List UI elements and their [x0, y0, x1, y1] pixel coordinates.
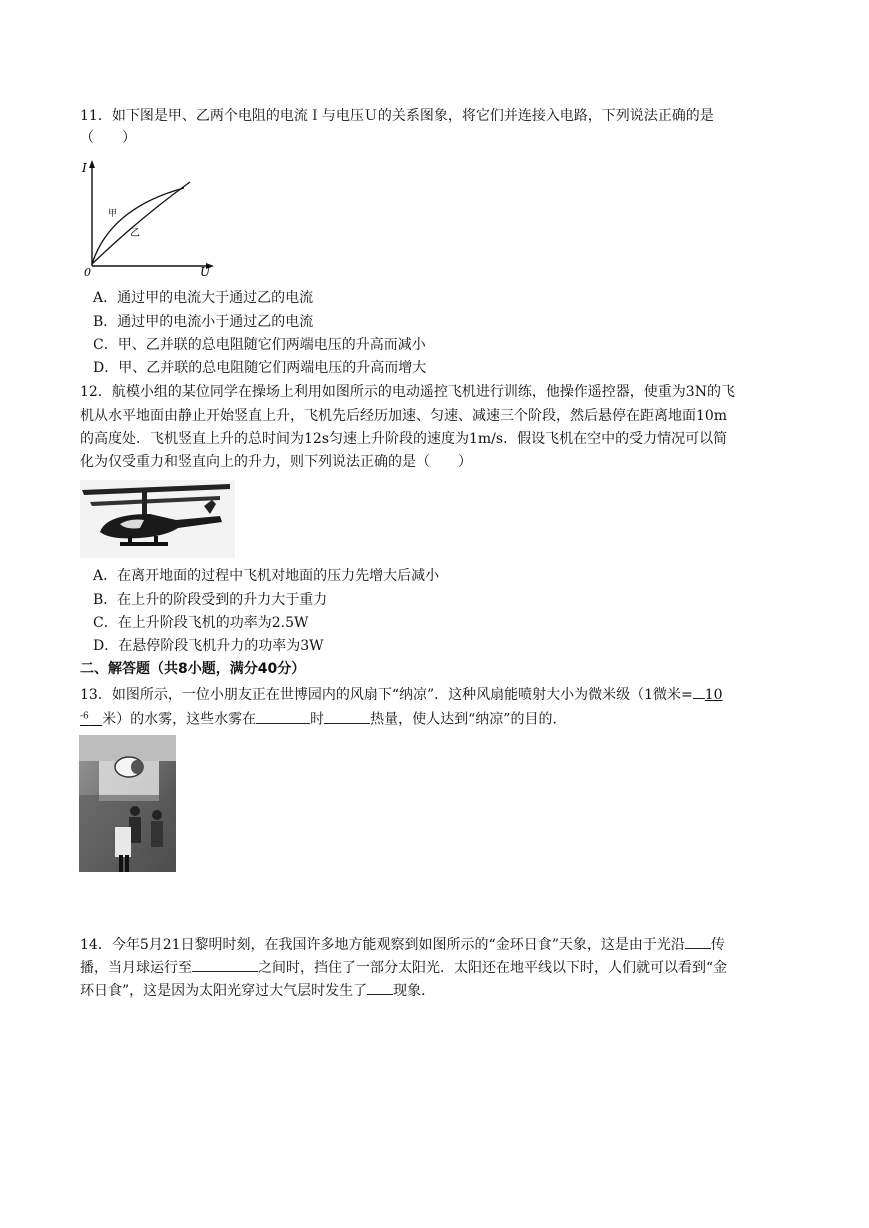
fan-mist-photo — [79, 735, 176, 872]
q13-line1 — [80, 682, 723, 706]
curve-yi — [92, 182, 190, 264]
q12-stem-line1: 12．航模小组的某位同学在操场上利用如图所示的电动遥控飞机进行训练，他操作遥控器，使重为3N的飞 — [80, 384, 735, 400]
graph-y-arrow — [89, 160, 95, 168]
q11-iu-graph — [80, 158, 220, 278]
q13-line1-text: 13．如图所示，一位小朋友正在世博园内的风扇下“纳凉”．这种风扇能喷射大小为微米级（1微米= — [80, 687, 693, 703]
graph-curve-jia-label: 甲 — [108, 209, 118, 219]
q14-blank-2 — [192, 955, 258, 972]
helicopter-image — [80, 480, 235, 558]
q14-line1 — [80, 932, 725, 956]
q13-ten: 10 — [704, 687, 723, 703]
q14-blank-1 — [685, 932, 711, 949]
q14-line1-b: 传 — [710, 937, 725, 953]
q13-blank-lead — [693, 682, 705, 699]
section-heading: 二、解答题（共8小题，满分40分） — [80, 661, 306, 677]
q13-line2 — [80, 705, 566, 731]
q11-option-a: A．通过甲的电流大于通过乙的电流 — [93, 290, 314, 306]
q11-option-c: C．甲、乙并联的总电阻随它们两端电压的升高而减小 — [93, 337, 426, 353]
q12-stem-line2: 机从水平地面由静止开始竖直上升，飞机先后经历加速、匀速、减速三个阶段，然后悬停在距离地面10m — [80, 408, 728, 424]
helicopter-mast — [142, 492, 147, 516]
q14-line3-a: 环日食”，这是因为太阳光穿过大气层时发生了 — [80, 983, 368, 999]
q12-stem-line3: 的高度处．飞机竖直上升的总时间为12s匀速上升阶段的速度为1m/s．假设飞机在空中的受力情况可以简 — [80, 431, 728, 447]
q12-stem-line4: 化为仅受重力和竖直向上的升力，则下列说法正确的是（ ） — [80, 454, 472, 470]
fan-nozzle — [131, 760, 143, 774]
q11-stem-line2: （ ） — [80, 130, 136, 146]
q12-option-c: C．在上升阶段飞机的功率为2.5W — [93, 615, 309, 631]
q14-line2-a: 播，当月球运行至 — [80, 960, 192, 976]
child-figure — [115, 827, 131, 857]
q13-exponent-underlined — [80, 712, 102, 728]
curve-jia — [92, 188, 184, 264]
graph-y-label: I — [82, 161, 87, 175]
graph-x-label: U — [200, 265, 211, 278]
q13-blank-1 — [256, 707, 310, 724]
q12-option-a: A．在离开地面的过程中飞机对地面的压力先增大后减小 — [93, 568, 440, 584]
person-head — [130, 806, 140, 816]
graph-curve-yi-label: 乙 — [130, 228, 140, 239]
q13-blank-2 — [324, 707, 370, 724]
q14-line3 — [80, 978, 435, 1002]
q13-line2-b: 时 — [310, 711, 325, 728]
q13-line2-c: 热量，使人达到“纳凉”的目的． — [370, 711, 567, 728]
q11-stem-line1: 11．如下图是甲、乙两个电阻的电流Ｉ与电压Ｕ的关系图象，将它们并连接入电路，下列说法正确的是 — [80, 108, 714, 124]
q14-blank-3 — [367, 978, 393, 995]
q14-line3-b: 现象． — [393, 983, 436, 999]
q12-option-d: D．在悬停阶段飞机升力的功率为3W — [93, 638, 324, 654]
q13-exponent: -6 — [80, 711, 89, 721]
q14-line1-a: 14．今年5月21日黎明时刻，在我国许多地方能观察到如图所示的“金环日食”天象，这是由于光沿 — [80, 937, 685, 953]
q11-option-d: D．甲、乙并联的总电阻随它们两端电压的升高而增大 — [93, 360, 427, 376]
q11-option-b: B．通过甲的电流小于通过乙的电流 — [93, 314, 314, 330]
q14-line2 — [80, 955, 727, 979]
q12-option-b: B．在上升的阶段受到的升力大于重力 — [93, 592, 328, 608]
q13-line2-a: 米）的水雾，这些水雾在 — [102, 711, 257, 728]
q14-line2-b: 之间时，挡住了一部分太阳光．太阳还在地平线以下时，人们就可以看到“金 — [258, 960, 728, 976]
helicopter-skid — [120, 542, 168, 546]
graph-origin-label: 0 — [84, 266, 91, 278]
